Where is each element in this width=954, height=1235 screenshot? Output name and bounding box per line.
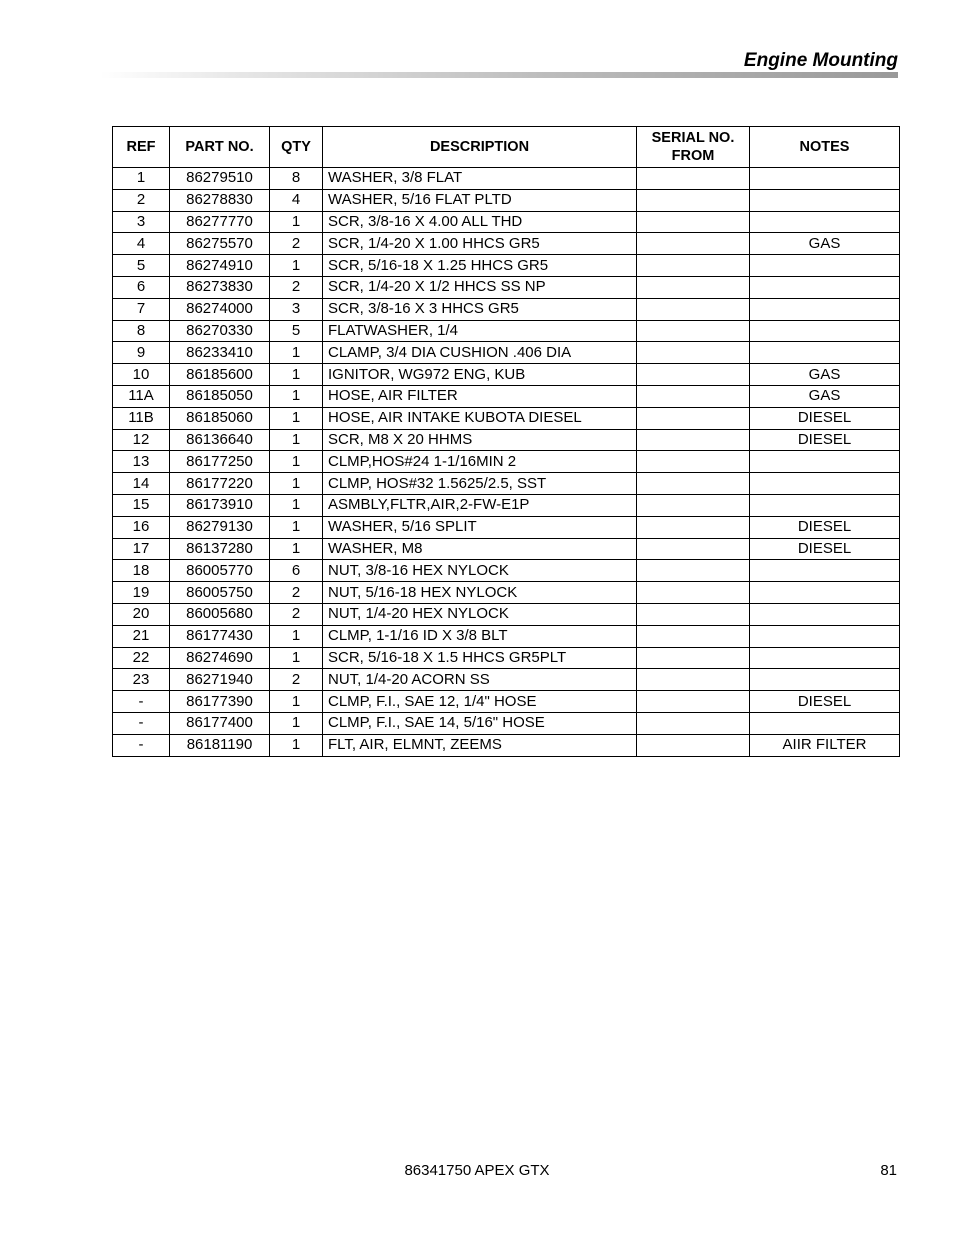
cell-description: SCR, M8 X 20 HHMS bbox=[323, 429, 637, 451]
cell-notes: GAS bbox=[750, 385, 900, 407]
cell-notes bbox=[750, 320, 900, 342]
table-row bbox=[113, 494, 900, 516]
cell-qty: 1 bbox=[270, 494, 323, 516]
cell-ref: 4 bbox=[113, 233, 170, 255]
cell-ref: 21 bbox=[113, 625, 170, 647]
table-row bbox=[113, 255, 900, 277]
cell-qty: 1 bbox=[270, 712, 323, 734]
column-header-qty: QTY bbox=[270, 127, 323, 168]
cell-part-no: 86273830 bbox=[170, 276, 270, 298]
cell-notes bbox=[750, 189, 900, 211]
cell-ref: 9 bbox=[113, 342, 170, 364]
footer-page-number: 81 bbox=[880, 1162, 897, 1179]
cell-notes bbox=[750, 625, 900, 647]
page-title: Engine Mounting bbox=[743, 50, 898, 71]
table-row bbox=[113, 625, 900, 647]
cell-notes bbox=[750, 494, 900, 516]
cell-description: NUT, 1/4-20 ACORN SS bbox=[323, 669, 637, 691]
table-row bbox=[113, 320, 900, 342]
cell-qty: 2 bbox=[270, 233, 323, 255]
cell-qty: 1 bbox=[270, 211, 323, 233]
cell-notes: GAS bbox=[750, 233, 900, 255]
cell-serial-from bbox=[637, 560, 750, 582]
cell-qty: 1 bbox=[270, 473, 323, 495]
cell-serial-from bbox=[637, 516, 750, 538]
cell-qty: 1 bbox=[270, 385, 323, 407]
cell-qty: 1 bbox=[270, 342, 323, 364]
cell-qty: 2 bbox=[270, 669, 323, 691]
cell-ref: 2 bbox=[113, 189, 170, 211]
table-row bbox=[113, 691, 900, 713]
table-row bbox=[113, 364, 900, 386]
cell-serial-from bbox=[637, 451, 750, 473]
cell-description: WASHER, 5/16 SPLIT bbox=[323, 516, 637, 538]
cell-part-no: 86279510 bbox=[170, 168, 270, 190]
cell-serial-from bbox=[637, 168, 750, 190]
cell-part-no: 86177430 bbox=[170, 625, 270, 647]
cell-description: IGNITOR, WG972 ENG, KUB bbox=[323, 364, 637, 386]
cell-ref: 6 bbox=[113, 276, 170, 298]
cell-part-no: 86185060 bbox=[170, 407, 270, 429]
cell-description: CLMP, 1-1/16 ID X 3/8 BLT bbox=[323, 625, 637, 647]
cell-qty: 6 bbox=[270, 560, 323, 582]
table-row bbox=[113, 603, 900, 625]
table-row bbox=[113, 168, 900, 190]
cell-ref: 20 bbox=[113, 603, 170, 625]
cell-description: CLMP,HOS#24 1-1/16MIN 2 bbox=[323, 451, 637, 473]
cell-part-no: 86274000 bbox=[170, 298, 270, 320]
cell-serial-from bbox=[637, 320, 750, 342]
cell-qty: 1 bbox=[270, 625, 323, 647]
cell-serial-from bbox=[637, 189, 750, 211]
cell-notes bbox=[750, 712, 900, 734]
table-row bbox=[113, 189, 900, 211]
cell-part-no: 86278830 bbox=[170, 189, 270, 211]
cell-part-no: 86137280 bbox=[170, 538, 270, 560]
cell-notes bbox=[750, 342, 900, 364]
table-row bbox=[113, 538, 900, 560]
cell-notes bbox=[750, 473, 900, 495]
cell-serial-from bbox=[637, 734, 750, 756]
cell-description: NUT, 5/16-18 HEX NYLOCK bbox=[323, 582, 637, 604]
cell-part-no: 86173910 bbox=[170, 494, 270, 516]
cell-part-no: 86177400 bbox=[170, 712, 270, 734]
cell-part-no: 86185050 bbox=[170, 385, 270, 407]
cell-notes bbox=[750, 255, 900, 277]
cell-description: SCR, 5/16-18 X 1.25 HHCS GR5 bbox=[323, 255, 637, 277]
cell-qty: 1 bbox=[270, 538, 323, 560]
cell-description: CLAMP, 3/4 DIA CUSHION .406 DIA bbox=[323, 342, 637, 364]
table-row bbox=[113, 385, 900, 407]
cell-description: SCR, 1/4-20 X 1/2 HHCS SS NP bbox=[323, 276, 637, 298]
header-rule bbox=[100, 72, 898, 78]
cell-description: WASHER, 5/16 FLAT PLTD bbox=[323, 189, 637, 211]
cell-serial-from bbox=[637, 691, 750, 713]
cell-description: HOSE, AIR FILTER bbox=[323, 385, 637, 407]
cell-part-no: 86271940 bbox=[170, 669, 270, 691]
cell-serial-from bbox=[637, 625, 750, 647]
cell-notes bbox=[750, 211, 900, 233]
cell-ref: 11A bbox=[113, 385, 170, 407]
cell-ref: 16 bbox=[113, 516, 170, 538]
cell-part-no: 86233410 bbox=[170, 342, 270, 364]
cell-notes: AIIR FILTER bbox=[750, 734, 900, 756]
table-row bbox=[113, 473, 900, 495]
cell-ref: 5 bbox=[113, 255, 170, 277]
cell-serial-from bbox=[637, 582, 750, 604]
cell-part-no: 86181190 bbox=[170, 734, 270, 756]
cell-description: FLT, AIR, ELMNT, ZEEMS bbox=[323, 734, 637, 756]
table-row bbox=[113, 712, 900, 734]
cell-description: SCR, 3/8-16 X 3 HHCS GR5 bbox=[323, 298, 637, 320]
cell-qty: 3 bbox=[270, 298, 323, 320]
cell-description: CLMP, F.I., SAE 12, 1/4" HOSE bbox=[323, 691, 637, 713]
cell-serial-from bbox=[637, 473, 750, 495]
cell-ref: 17 bbox=[113, 538, 170, 560]
cell-description: CLMP, F.I., SAE 14, 5/16" HOSE bbox=[323, 712, 637, 734]
table-row bbox=[113, 582, 900, 604]
cell-qty: 1 bbox=[270, 407, 323, 429]
header-row bbox=[113, 127, 900, 168]
table-row bbox=[113, 516, 900, 538]
table-row bbox=[113, 211, 900, 233]
footer-document-id: 86341750 APEX GTX bbox=[404, 1162, 550, 1179]
cell-notes: DIESEL bbox=[750, 538, 900, 560]
parts-table-header bbox=[113, 127, 900, 168]
table-row bbox=[113, 407, 900, 429]
table-row bbox=[113, 298, 900, 320]
cell-ref: 3 bbox=[113, 211, 170, 233]
cell-serial-from bbox=[637, 538, 750, 560]
cell-notes: DIESEL bbox=[750, 516, 900, 538]
parts-table-body bbox=[113, 168, 900, 757]
column-header-serial-from: SERIAL NO. FROM bbox=[637, 127, 750, 168]
cell-part-no: 86275570 bbox=[170, 233, 270, 255]
cell-part-no: 86177250 bbox=[170, 451, 270, 473]
cell-qty: 1 bbox=[270, 516, 323, 538]
cell-ref: 22 bbox=[113, 647, 170, 669]
cell-serial-from bbox=[637, 647, 750, 669]
cell-qty: 8 bbox=[270, 168, 323, 190]
cell-qty: 2 bbox=[270, 276, 323, 298]
cell-qty: 1 bbox=[270, 364, 323, 386]
cell-serial-from bbox=[637, 407, 750, 429]
cell-notes bbox=[750, 298, 900, 320]
cell-description: HOSE, AIR INTAKE KUBOTA DIESEL bbox=[323, 407, 637, 429]
cell-part-no: 86185600 bbox=[170, 364, 270, 386]
cell-qty: 2 bbox=[270, 582, 323, 604]
table-row bbox=[113, 647, 900, 669]
cell-serial-from bbox=[637, 255, 750, 277]
table-row bbox=[113, 276, 900, 298]
cell-serial-from bbox=[637, 385, 750, 407]
cell-qty: 1 bbox=[270, 734, 323, 756]
cell-part-no: 86005750 bbox=[170, 582, 270, 604]
cell-qty: 2 bbox=[270, 603, 323, 625]
cell-serial-from bbox=[637, 669, 750, 691]
cell-qty: 1 bbox=[270, 255, 323, 277]
cell-description: NUT, 1/4-20 HEX NYLOCK bbox=[323, 603, 637, 625]
cell-notes: GAS bbox=[750, 364, 900, 386]
cell-qty: 1 bbox=[270, 691, 323, 713]
cell-qty: 1 bbox=[270, 429, 323, 451]
cell-notes bbox=[750, 669, 900, 691]
cell-part-no: 86277770 bbox=[170, 211, 270, 233]
cell-serial-from bbox=[637, 494, 750, 516]
cell-ref: 13 bbox=[113, 451, 170, 473]
table-row bbox=[113, 233, 900, 255]
column-header-ref: REF bbox=[113, 127, 170, 168]
cell-serial-from bbox=[637, 276, 750, 298]
cell-description: CLMP, HOS#32 1.5625/2.5, SST bbox=[323, 473, 637, 495]
cell-ref: 19 bbox=[113, 582, 170, 604]
table-row bbox=[113, 429, 900, 451]
cell-qty: 4 bbox=[270, 189, 323, 211]
cell-notes bbox=[750, 276, 900, 298]
cell-part-no: 86177390 bbox=[170, 691, 270, 713]
cell-description: ASMBLY,FLTR,AIR,2-FW-E1P bbox=[323, 494, 637, 516]
cell-qty: 5 bbox=[270, 320, 323, 342]
cell-ref: 23 bbox=[113, 669, 170, 691]
cell-description: SCR, 3/8-16 X 4.00 ALL THD bbox=[323, 211, 637, 233]
cell-serial-from bbox=[637, 298, 750, 320]
cell-part-no: 86274690 bbox=[170, 647, 270, 669]
cell-ref: 7 bbox=[113, 298, 170, 320]
cell-description: WASHER, 3/8 FLAT bbox=[323, 168, 637, 190]
cell-ref: - bbox=[113, 712, 170, 734]
cell-ref: 8 bbox=[113, 320, 170, 342]
column-header-notes: NOTES bbox=[750, 127, 900, 168]
cell-ref: - bbox=[113, 734, 170, 756]
parts-table bbox=[112, 126, 900, 757]
cell-serial-from bbox=[637, 712, 750, 734]
cell-ref: 11B bbox=[113, 407, 170, 429]
cell-serial-from bbox=[637, 233, 750, 255]
cell-serial-from bbox=[637, 211, 750, 233]
cell-notes bbox=[750, 451, 900, 473]
cell-ref: 12 bbox=[113, 429, 170, 451]
cell-part-no: 86136640 bbox=[170, 429, 270, 451]
cell-notes bbox=[750, 603, 900, 625]
cell-notes bbox=[750, 647, 900, 669]
cell-notes: DIESEL bbox=[750, 429, 900, 451]
cell-ref: 1 bbox=[113, 168, 170, 190]
cell-description: WASHER, M8 bbox=[323, 538, 637, 560]
cell-qty: 1 bbox=[270, 451, 323, 473]
cell-serial-from bbox=[637, 342, 750, 364]
cell-serial-from bbox=[637, 364, 750, 386]
cell-description: SCR, 1/4-20 X 1.00 HHCS GR5 bbox=[323, 233, 637, 255]
cell-ref: 14 bbox=[113, 473, 170, 495]
table-row bbox=[113, 451, 900, 473]
cell-serial-from bbox=[637, 603, 750, 625]
cell-notes bbox=[750, 168, 900, 190]
cell-notes: DIESEL bbox=[750, 407, 900, 429]
cell-part-no: 86005770 bbox=[170, 560, 270, 582]
cell-serial-from bbox=[637, 429, 750, 451]
cell-notes bbox=[750, 560, 900, 582]
table-row bbox=[113, 669, 900, 691]
cell-ref: 10 bbox=[113, 364, 170, 386]
cell-description: FLATWASHER, 1/4 bbox=[323, 320, 637, 342]
cell-description: SCR, 5/16-18 X 1.5 HHCS GR5PLT bbox=[323, 647, 637, 669]
cell-part-no: 86270330 bbox=[170, 320, 270, 342]
column-header-description: DESCRIPTION bbox=[323, 127, 637, 168]
table-row bbox=[113, 734, 900, 756]
cell-ref: 18 bbox=[113, 560, 170, 582]
cell-ref: - bbox=[113, 691, 170, 713]
column-header-part-no: PART NO. bbox=[170, 127, 270, 168]
cell-part-no: 86274910 bbox=[170, 255, 270, 277]
cell-part-no: 86005680 bbox=[170, 603, 270, 625]
table-row bbox=[113, 342, 900, 364]
cell-qty: 1 bbox=[270, 647, 323, 669]
cell-part-no: 86177220 bbox=[170, 473, 270, 495]
cell-description: NUT, 3/8-16 HEX NYLOCK bbox=[323, 560, 637, 582]
table-row bbox=[113, 560, 900, 582]
cell-notes: DIESEL bbox=[750, 691, 900, 713]
cell-ref: 15 bbox=[113, 494, 170, 516]
cell-part-no: 86279130 bbox=[170, 516, 270, 538]
cell-notes bbox=[750, 582, 900, 604]
